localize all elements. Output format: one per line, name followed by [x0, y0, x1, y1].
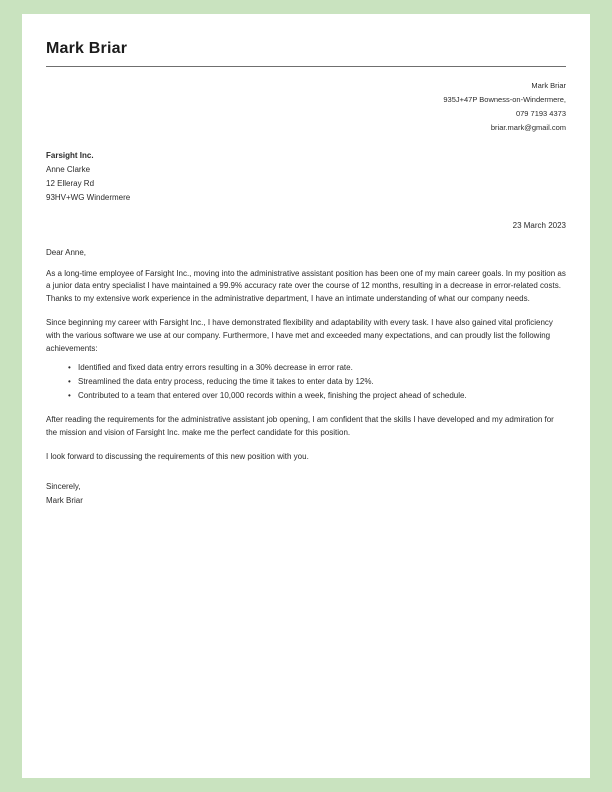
list-item: • Streamlined the data entry process, reducing the time it takes to enter data by 12%. — [68, 376, 566, 389]
closing-paragraph: After reading the requirements for the administrative assistant job opening, I am confident that the skills I have developed and my admiration for the mission and vision of Farsight Inc. make me the perfect candidate for this position. — [46, 415, 554, 438]
body-paragraph-1: As a long-time employee of Farsight Inc., moving into the administrative assistant position has been one of my main career goals. In my position as a junior data entry specialist I have maintained a 99.9% accuracy rate over the course of 12 months, resulting in a decrease in error-related costs. Thanks to my extensive work experience in the administrative department, I have an intimate understanding of what our company needs. — [46, 268, 566, 304]
sender-email: briar.mark@gmail.com — [490, 122, 566, 132]
header-divider — [46, 66, 566, 67]
signoff-block — [46, 480, 566, 508]
signoff-name: Mark Briar — [46, 495, 83, 505]
letter-date: 23 March 2023 — [512, 220, 566, 230]
list-item: • Identified and fixed data entry errors resulting in a 30% decrease in error rate. — [68, 362, 566, 375]
recipient-name: Anne Clarke — [46, 164, 91, 174]
recipient-company: Farsight Inc. — [46, 150, 94, 160]
list-item: • Contributed to a team that entered over 10,000 records within a week, finishing the project ahead of schedule. — [68, 390, 566, 403]
body-paragraph-2: Since beginning my career with Farsight Inc., I have demonstrated flexibility and adaptability with every task. I have also gained vital proficiency with the various software we use at our company. Furthermore, I have met and exceeded many expectations, and can proudly list the following achievements: — [46, 318, 553, 354]
sender-name: Mark Briar — [531, 81, 566, 90]
signoff-closing: Sincerely, — [46, 481, 81, 491]
achievements-list — [46, 362, 566, 403]
sender-phone: 079 7193 4373 — [515, 108, 566, 118]
recipient-address-block — [46, 149, 566, 205]
salutation: Dear Anne, — [46, 247, 87, 257]
sender-contact-block — [46, 79, 566, 135]
page-title: Mark Briar — [46, 40, 128, 57]
recipient-street: 12 Elleray Rd — [46, 178, 95, 188]
final-paragraph: I look forward to discussing the requirements of this new position with you. — [46, 451, 309, 461]
letter-content — [46, 30, 566, 508]
sender-address: 935J+47P Bowness-on-Windermere, — [443, 94, 566, 104]
recipient-city: 93HV+WG Windermere — [46, 192, 131, 202]
